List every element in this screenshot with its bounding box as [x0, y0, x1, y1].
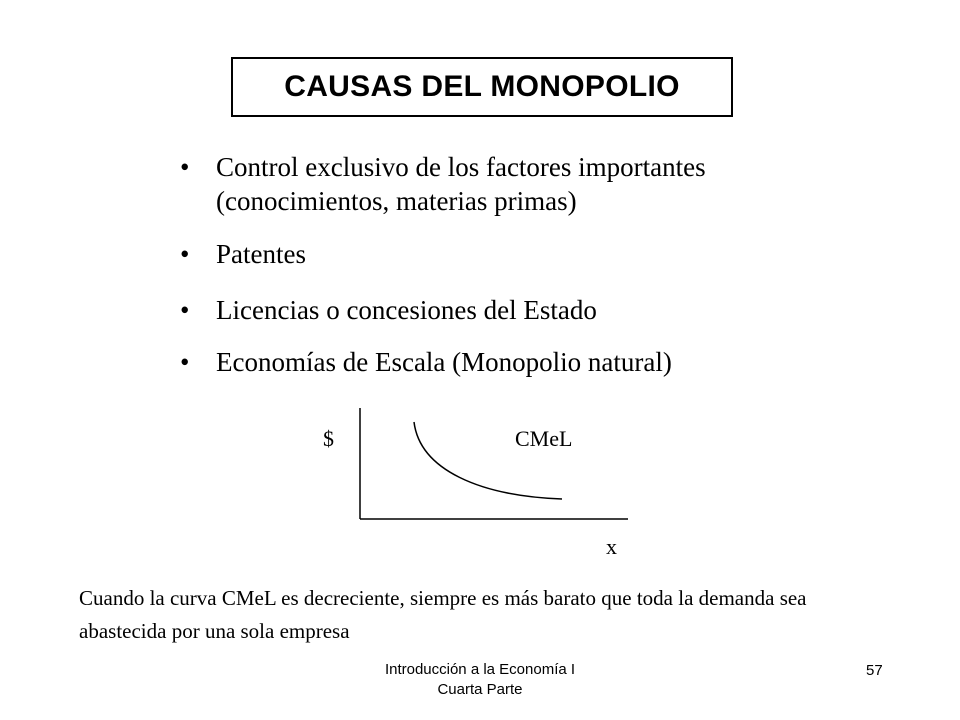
note-text: Cuando la curva CMeL es decreciente, siempre es más barato que toda la demanda sea abastecida por una sola empresa	[79, 586, 807, 643]
x-axis-label: x	[606, 534, 617, 559]
curve-label: CMeL	[515, 426, 573, 451]
bullet-text: Licencias o concesiones del Estado	[216, 295, 597, 325]
slide-title: CAUSAS DEL MONOPOLIO	[284, 70, 680, 103]
bullet-text: Economías de Escala (Monopolio natural)	[216, 347, 672, 377]
bullet-dot: •	[180, 152, 190, 182]
footer-line2: Cuarta Parte	[437, 681, 523, 698]
bullet-text-line1: Control exclusivo de los factores importantes	[216, 152, 706, 182]
footer	[330, 660, 630, 700]
bullet-dot: •	[180, 295, 190, 325]
page-number: 57	[866, 662, 883, 679]
bullet-text: Patentes	[216, 239, 306, 269]
bullet-dot: •	[180, 239, 190, 269]
bullet-text-line2: (conocimientos, materias primas)	[216, 186, 577, 216]
y-axis-label: $	[323, 426, 334, 451]
bullet-dot: •	[180, 347, 190, 377]
footer-line1: Introducción a la Economía I	[384, 661, 576, 678]
